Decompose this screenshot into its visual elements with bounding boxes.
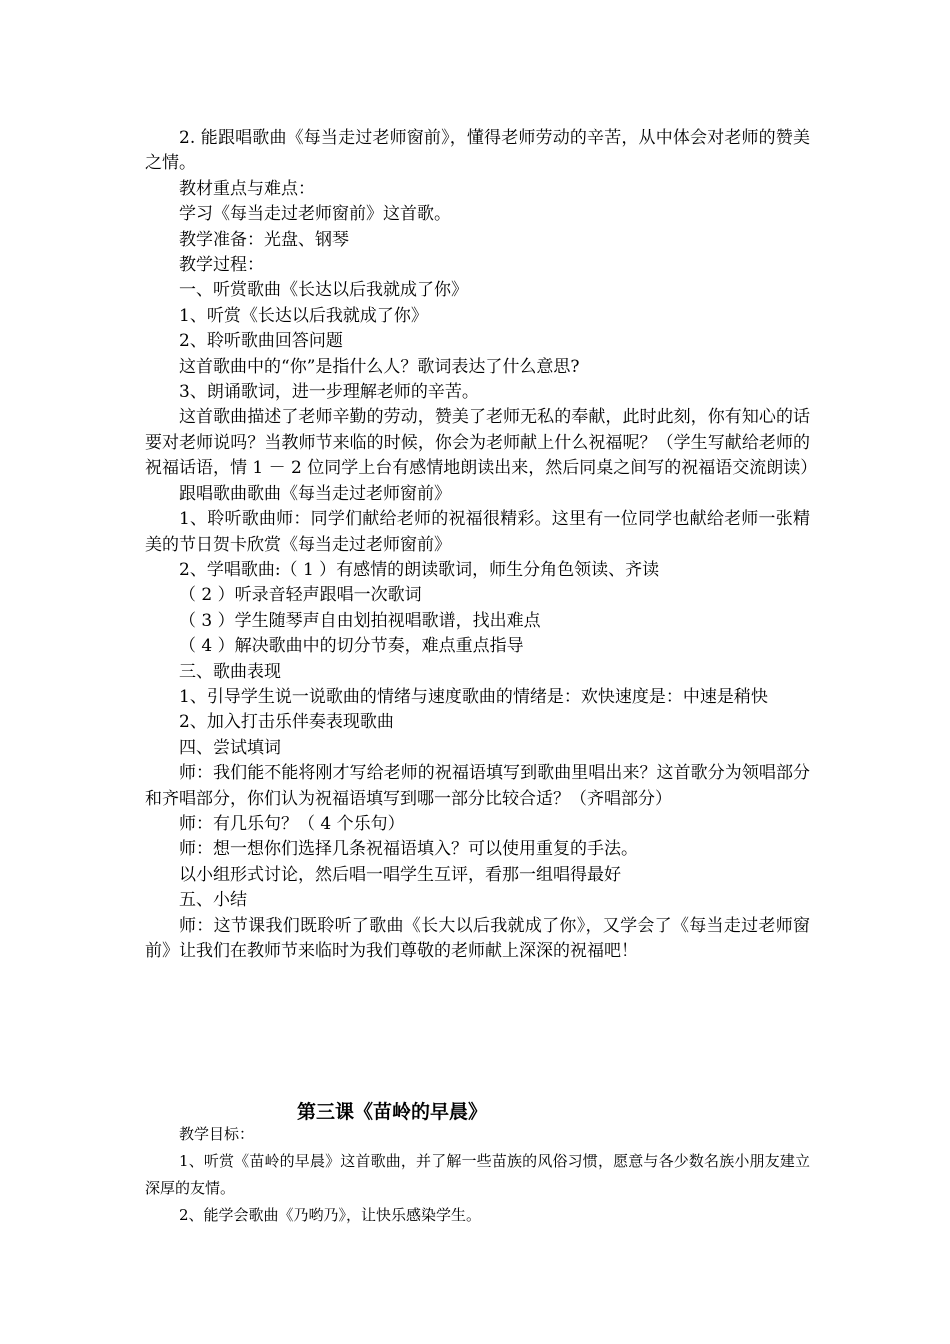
paragraph: 3、朗诵歌词，进一步理解老师的辛苦。 bbox=[179, 382, 479, 403]
paragraph: 教学准备：光盘、钢琴 bbox=[179, 229, 349, 250]
paragraph: 2、加入打击乐伴奏表现歌曲 bbox=[179, 712, 394, 733]
paragraph: 2、聆听歌曲回答问题 bbox=[179, 331, 343, 352]
paragraph: 五、小结 bbox=[179, 890, 247, 911]
paragraph: （ 3 ）学生随琴声自由划拍视唱歌谱，找出难点 bbox=[179, 610, 541, 631]
paragraph: 2、学唱歌曲:（ 1 ）有感情的朗读歌词，师生分角色领读、齐读 bbox=[179, 559, 660, 580]
paragraph: 1、聆听歌曲师：同学们献给老师的祝福很精彩。这里有一位同学也献给老师一张精美的节日贺卡欣赏《每当走过老师窗前》 bbox=[145, 509, 810, 555]
paragraph: 教材重点与难点： bbox=[179, 178, 315, 199]
paragraph: 师：这节课我们既聆听了歌曲《长大以后我就成了你》，又学会了《每当走过老师窗前》让我们在教师节来临时为我们尊敬的老师献上深深的祝福吧！ bbox=[145, 915, 810, 961]
paragraph: 师：想一想你们选择几条祝福语填入？可以使用重复的手法。 bbox=[179, 839, 638, 860]
paragraph: 1、听赏《长达以后我就成了你》 bbox=[179, 305, 428, 326]
paragraph: 1、引导学生说一说歌曲的情绪与速度歌曲的情绪是：欢快速度是：中速是稍快 bbox=[179, 686, 768, 707]
paragraph: 跟唱歌曲歌曲《每当走过老师窗前》 bbox=[179, 483, 451, 504]
paragraph: 这首歌曲中的“你”是指什么人？歌词表达了什么意思? bbox=[179, 356, 580, 377]
paragraph: （ 2 ）听录音轻声跟唱一次歌词 bbox=[179, 585, 422, 606]
paragraph: 教学目标： bbox=[179, 1125, 255, 1143]
paragraph: 以小组形式讨论，然后唱一唱学生互评，看那一组唱得最好 bbox=[179, 864, 621, 885]
paragraph: 四、尝试填词 bbox=[179, 737, 281, 758]
lesson-title: 第三课《苗岭的早晨》 bbox=[297, 1101, 488, 1123]
paragraph: 1、听赏《苗岭的早晨》这首歌曲，并了解一些苗族的风俗习惯，愿意与各少数名族小朋友建立深厚的友情。 bbox=[145, 1152, 810, 1197]
paragraph: 2、能学会歌曲《乃哟乃》，让快乐感染学生。 bbox=[179, 1206, 482, 1224]
paragraph: 这首歌曲描述了老师辛勤的劳动，赞美了老师无私的奉献，此时此刻，你有知心的话要对老师说吗？当教师节来临的时候，你会为老师献上什么祝福呢？（学生写献给老师的祝福话语，情 1 － 2 位同学上台有感情地朗读出来，然后同桌之间写的祝福语交流朗读） bbox=[145, 407, 818, 479]
lesson-plan-body bbox=[145, 126, 818, 964]
paragraph: 2. 能跟唱歌曲《每当走过老师窗前》，懂得老师劳动的辛苦，从中体会对老师的赞美之情。 bbox=[145, 128, 810, 174]
paragraph: 教学过程： bbox=[179, 255, 264, 276]
lesson-objectives bbox=[145, 1121, 810, 1229]
paragraph: 一、听赏歌曲《长达以后我就成了你》 bbox=[179, 280, 468, 301]
paragraph: 师：有几乐句？（ 4 个乐句） bbox=[179, 813, 405, 834]
paragraph: （ 4 ）解决歌曲中的切分节奏，难点重点指导 bbox=[179, 636, 524, 657]
paragraph: 三、歌曲表现 bbox=[179, 661, 281, 682]
paragraph: 学习《每当走过老师窗前》这首歌。 bbox=[179, 204, 451, 225]
paragraph: 师：我们能不能将刚才写给老师的祝福语填写到歌曲里唱出来？这首歌分为领唱部分和齐唱部分，你们认为祝福语填写到哪一部分比较合适？（齐唱部分） bbox=[145, 763, 810, 809]
